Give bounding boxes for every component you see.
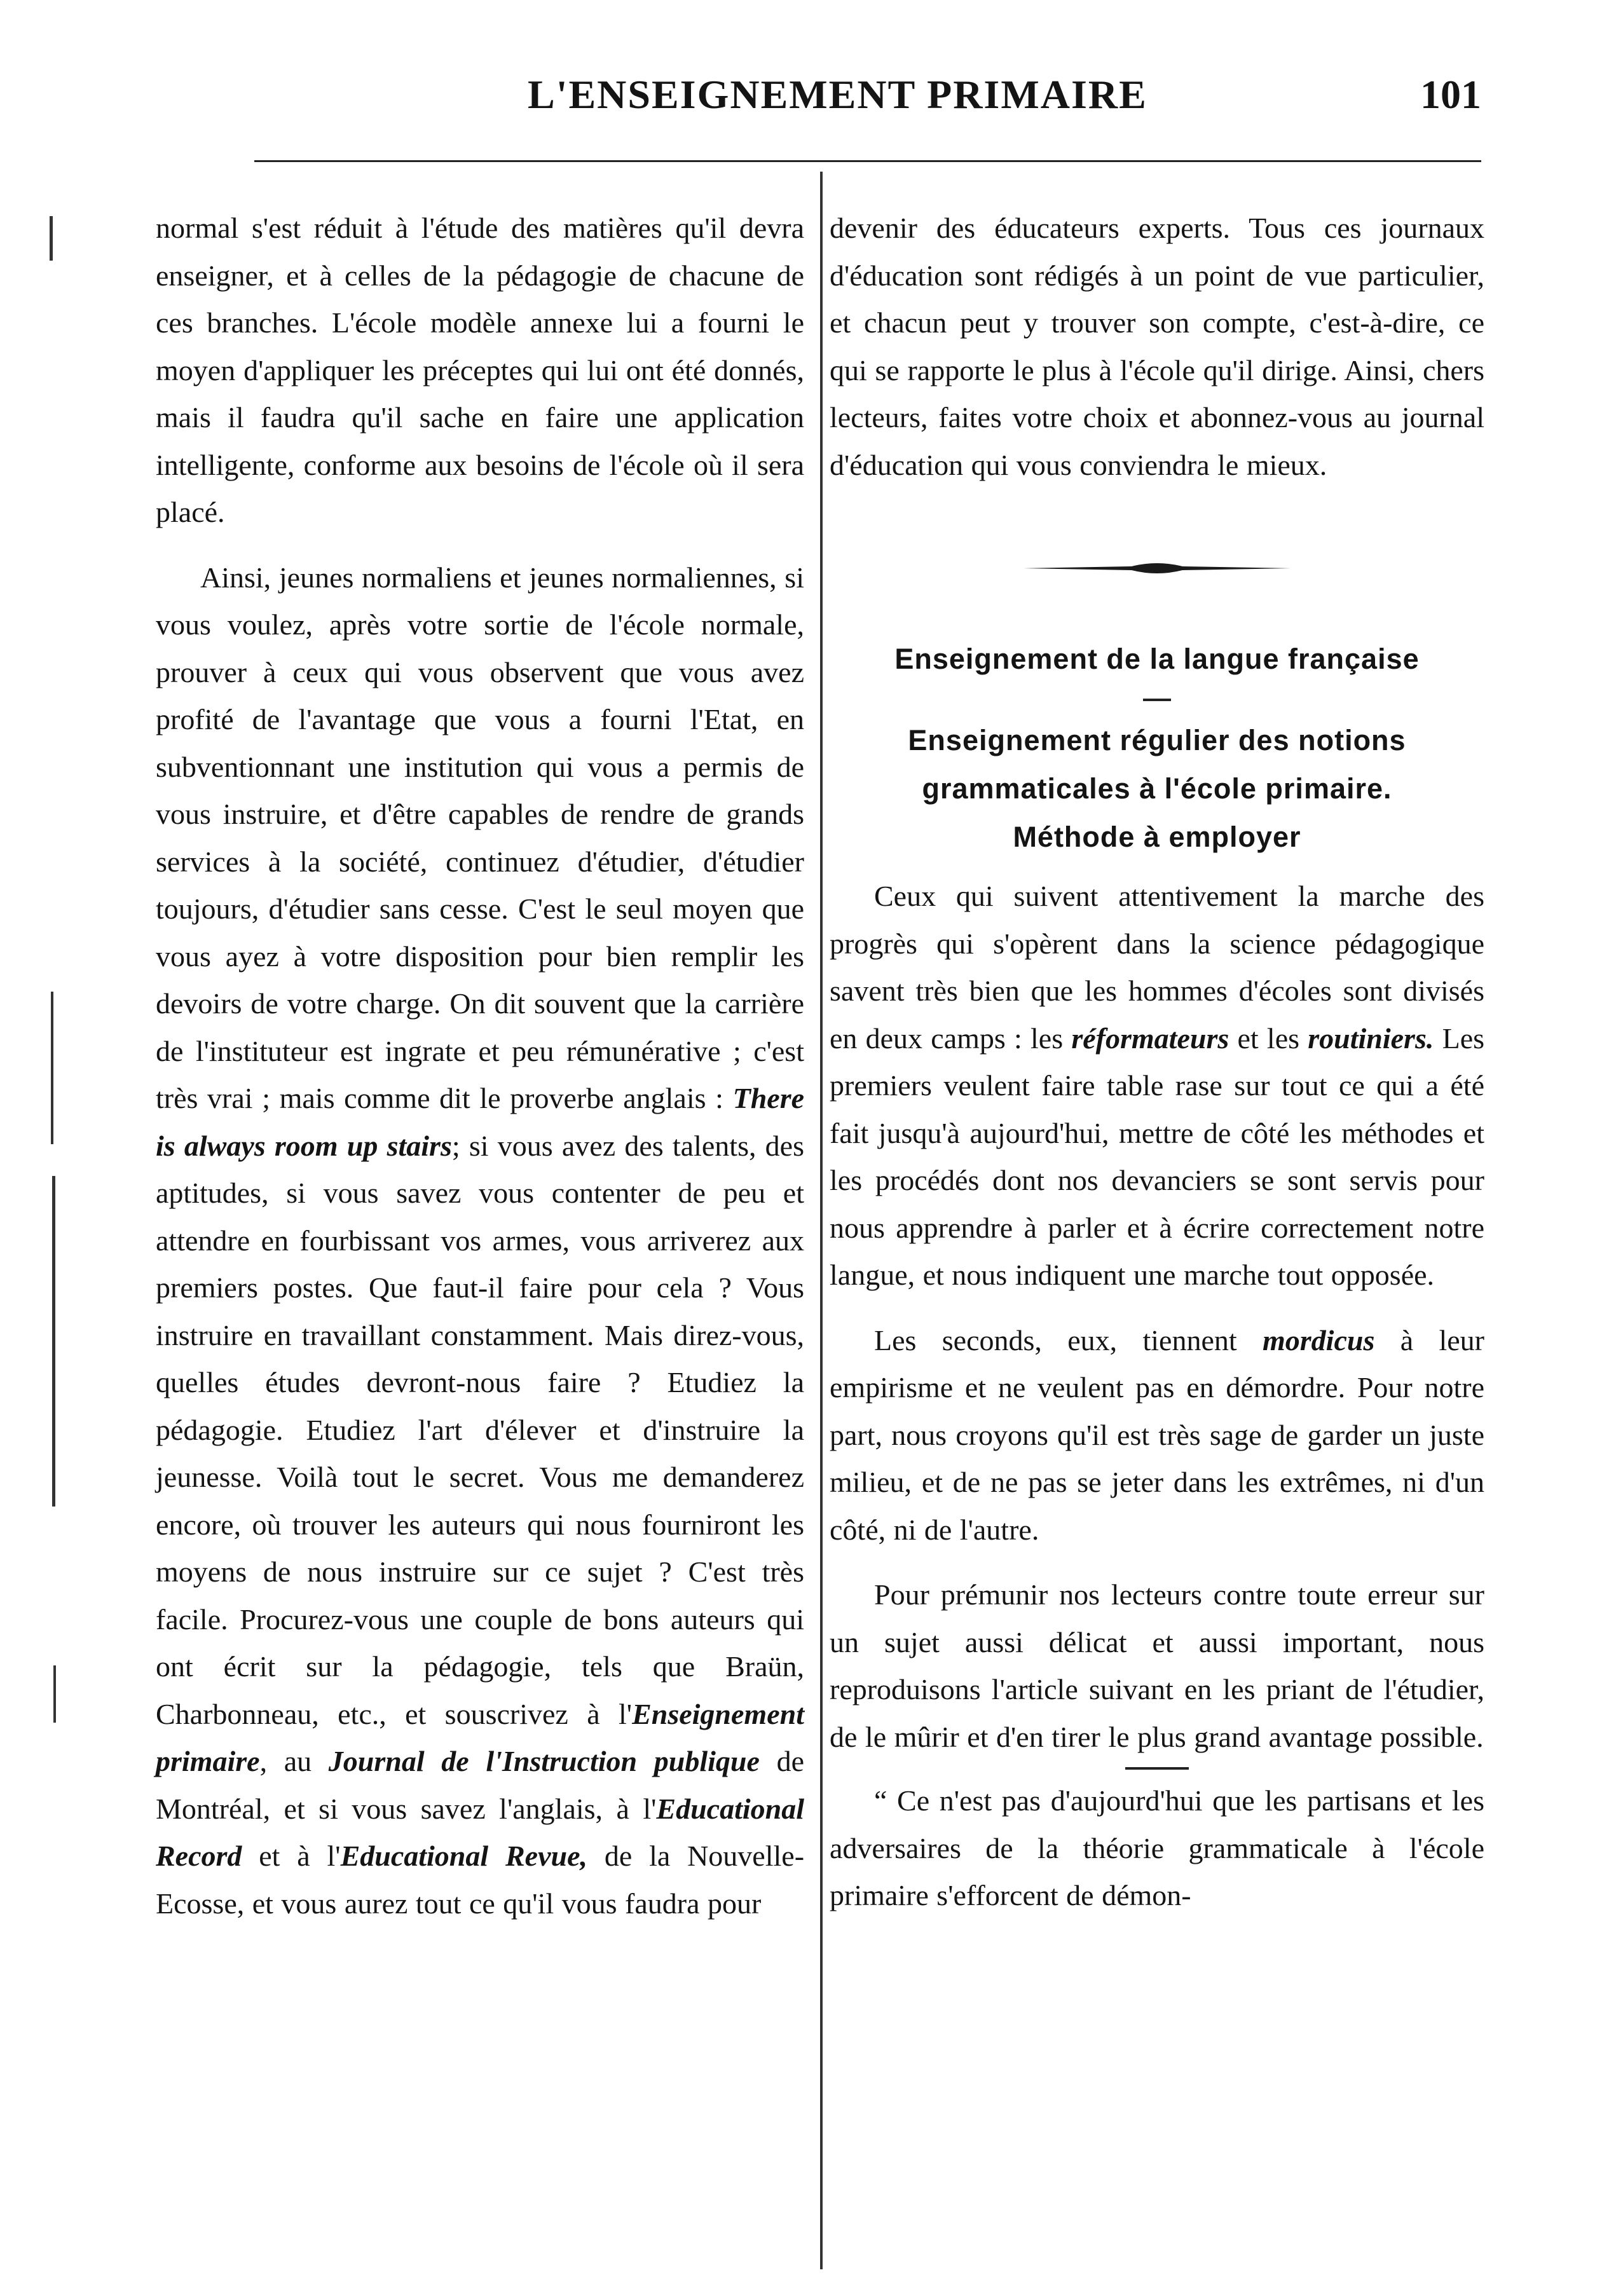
header-rule [254,160,1481,162]
margin-mark [53,1665,56,1723]
column-divider [820,172,823,2269]
separator-rule [1125,1767,1189,1770]
header-title: L'ENSEIGNEMENT PRIMAIRE [528,72,1147,117]
left-column [156,205,804,1927]
paragraph: Ainsi, jeunes normaliens et jeunes normaliennes, si vous voulez, après votre sortie de l'école normale, prouver à ceux qui vous observent que vous avez profité de l'avantage que vous a fourni l'Etat, en subventionnant une institution qui vous a permis de vous instruire, et d'être capables de rendre de grands services à la société, continuez d'étudier, d'étudier toujours, d'étudier sans cesse. C'est le seul moyen que vous ayez à votre disposition pour bien remplir les devoirs de votre charge. On dit souvent que la carrière de l'instituteur est ingrate et peu rémunérative ; c'est très vrai ; mais comme dit le proverbe anglais : There is always room up stairs; si vous avez des talents, des aptitudes, si vous savez vous contenter de peu et attendre en fourbissant vos armes, vous arriverez aux premiers postes. Que faut-il faire pour cela ? Vous instruire en travaillant constamment. Mais direz-vous, quelles études devront-nous faire ? Etudiez la pédagogie. Etudiez l'art d'élever et d'instruire la jeunesse. Voilà tout le secret. Vous me demanderez encore, où trouver les auteurs qui nous fourniront les moyens de nous instruire sur ce sujet ? C'est très facile. Procurez-vous une couple de bons auteurs qui ont écrit sur la pédagogie, tels que Braün, Charbonneau, etc., et souscrivez à l'Enseignement primaire, au Journal de l'Instruction publique de Montréal, et si vous savez l'anglais, à l'Educational Record et à l'Educational Revue, de la Nouvelle-Ecosse, et vous aurez tout ce qu'il vous faudra pour [156,561,805,1920]
running-header [191,71,1494,128]
paragraph: Les seconds, eux, tiennent mordicus à leur empirisme et ne veulent pas en démordre. Pour notre part, nous croyons qu'il est très sage de garder un juste milieu, et de ne pas se jeter dans les extrêmes, ni d'un côté, ni de l'autre. [830,1323,1484,1546]
margin-mark [51,992,53,1144]
ornament-divider [1024,559,1291,578]
page-number: 101 [1420,72,1481,117]
margin-mark [50,216,53,261]
paragraph: Pour prémunir nos lecteurs contre toute erreur sur un sujet aussi délicat et aussi important, nous reproduisons l'article suivant en les priant de l'étudier, de le mûrir et d'en tirer le plus grand avantage possible. [830,1578,1484,1753]
paragraph: devenir des éducateurs experts. Tous ces journaux d'éducation sont rédigés à un point de vue particulier, et chacun peut y trouver son compte, c'est-à-dire, ce qui se rapporte le plus à l'école qu'il dirige. Ainsi, chers lecteurs, faites votre choix et abonnez-vous au journal d'éducation qui vous conviendra le mieux. [830,212,1484,481]
paragraph: Ceux qui suivent attentivement la marche des progrès qui s'opèrent dans la science pédagogique savent très bien que les hommes d'écoles sont divisés en deux camps : les réformateurs et les routiniers. Les premiers veulent faire table rase sur tout ce qui a été fait jusqu'à aujourd'hui, mettre de côté les méthodes et les procédés dont nos devanciers se sont servis pour nous apprendre à parler et à écrire correctement notre langue, et nous indiquent une marche tout opposée. [830,880,1485,1291]
right-column [830,205,1484,1920]
section-heading: Enseignement de la langue française [894,643,1420,675]
paragraph: normal s'est réduit à l'étude des matières qu'il devra enseigner, et à celles de la pédagogie de chacune de ces branches. L'école modèle annexe lui a fourni le moyen d'appliquer les préceptes qui lui ont été donnés, mais il faudra qu'il sache en faire une application intelligente, conforme aux besoins de l'école où il sera placé. [156,212,804,528]
article-heading-line: Méthode à employer [1013,821,1301,853]
heading-rule [1143,699,1171,701]
article-heading-line: grammaticales à l'école primaire. [922,772,1392,805]
article-heading-line: Enseignement régulier des notions [908,724,1406,756]
margin-mark [52,1176,55,1507]
paragraph: “ Ce n'est pas d'aujourd'hui que les partisans et les adversaires de la théorie grammaticale à l'école primaire s'efforcent de démon- [830,1784,1484,1911]
